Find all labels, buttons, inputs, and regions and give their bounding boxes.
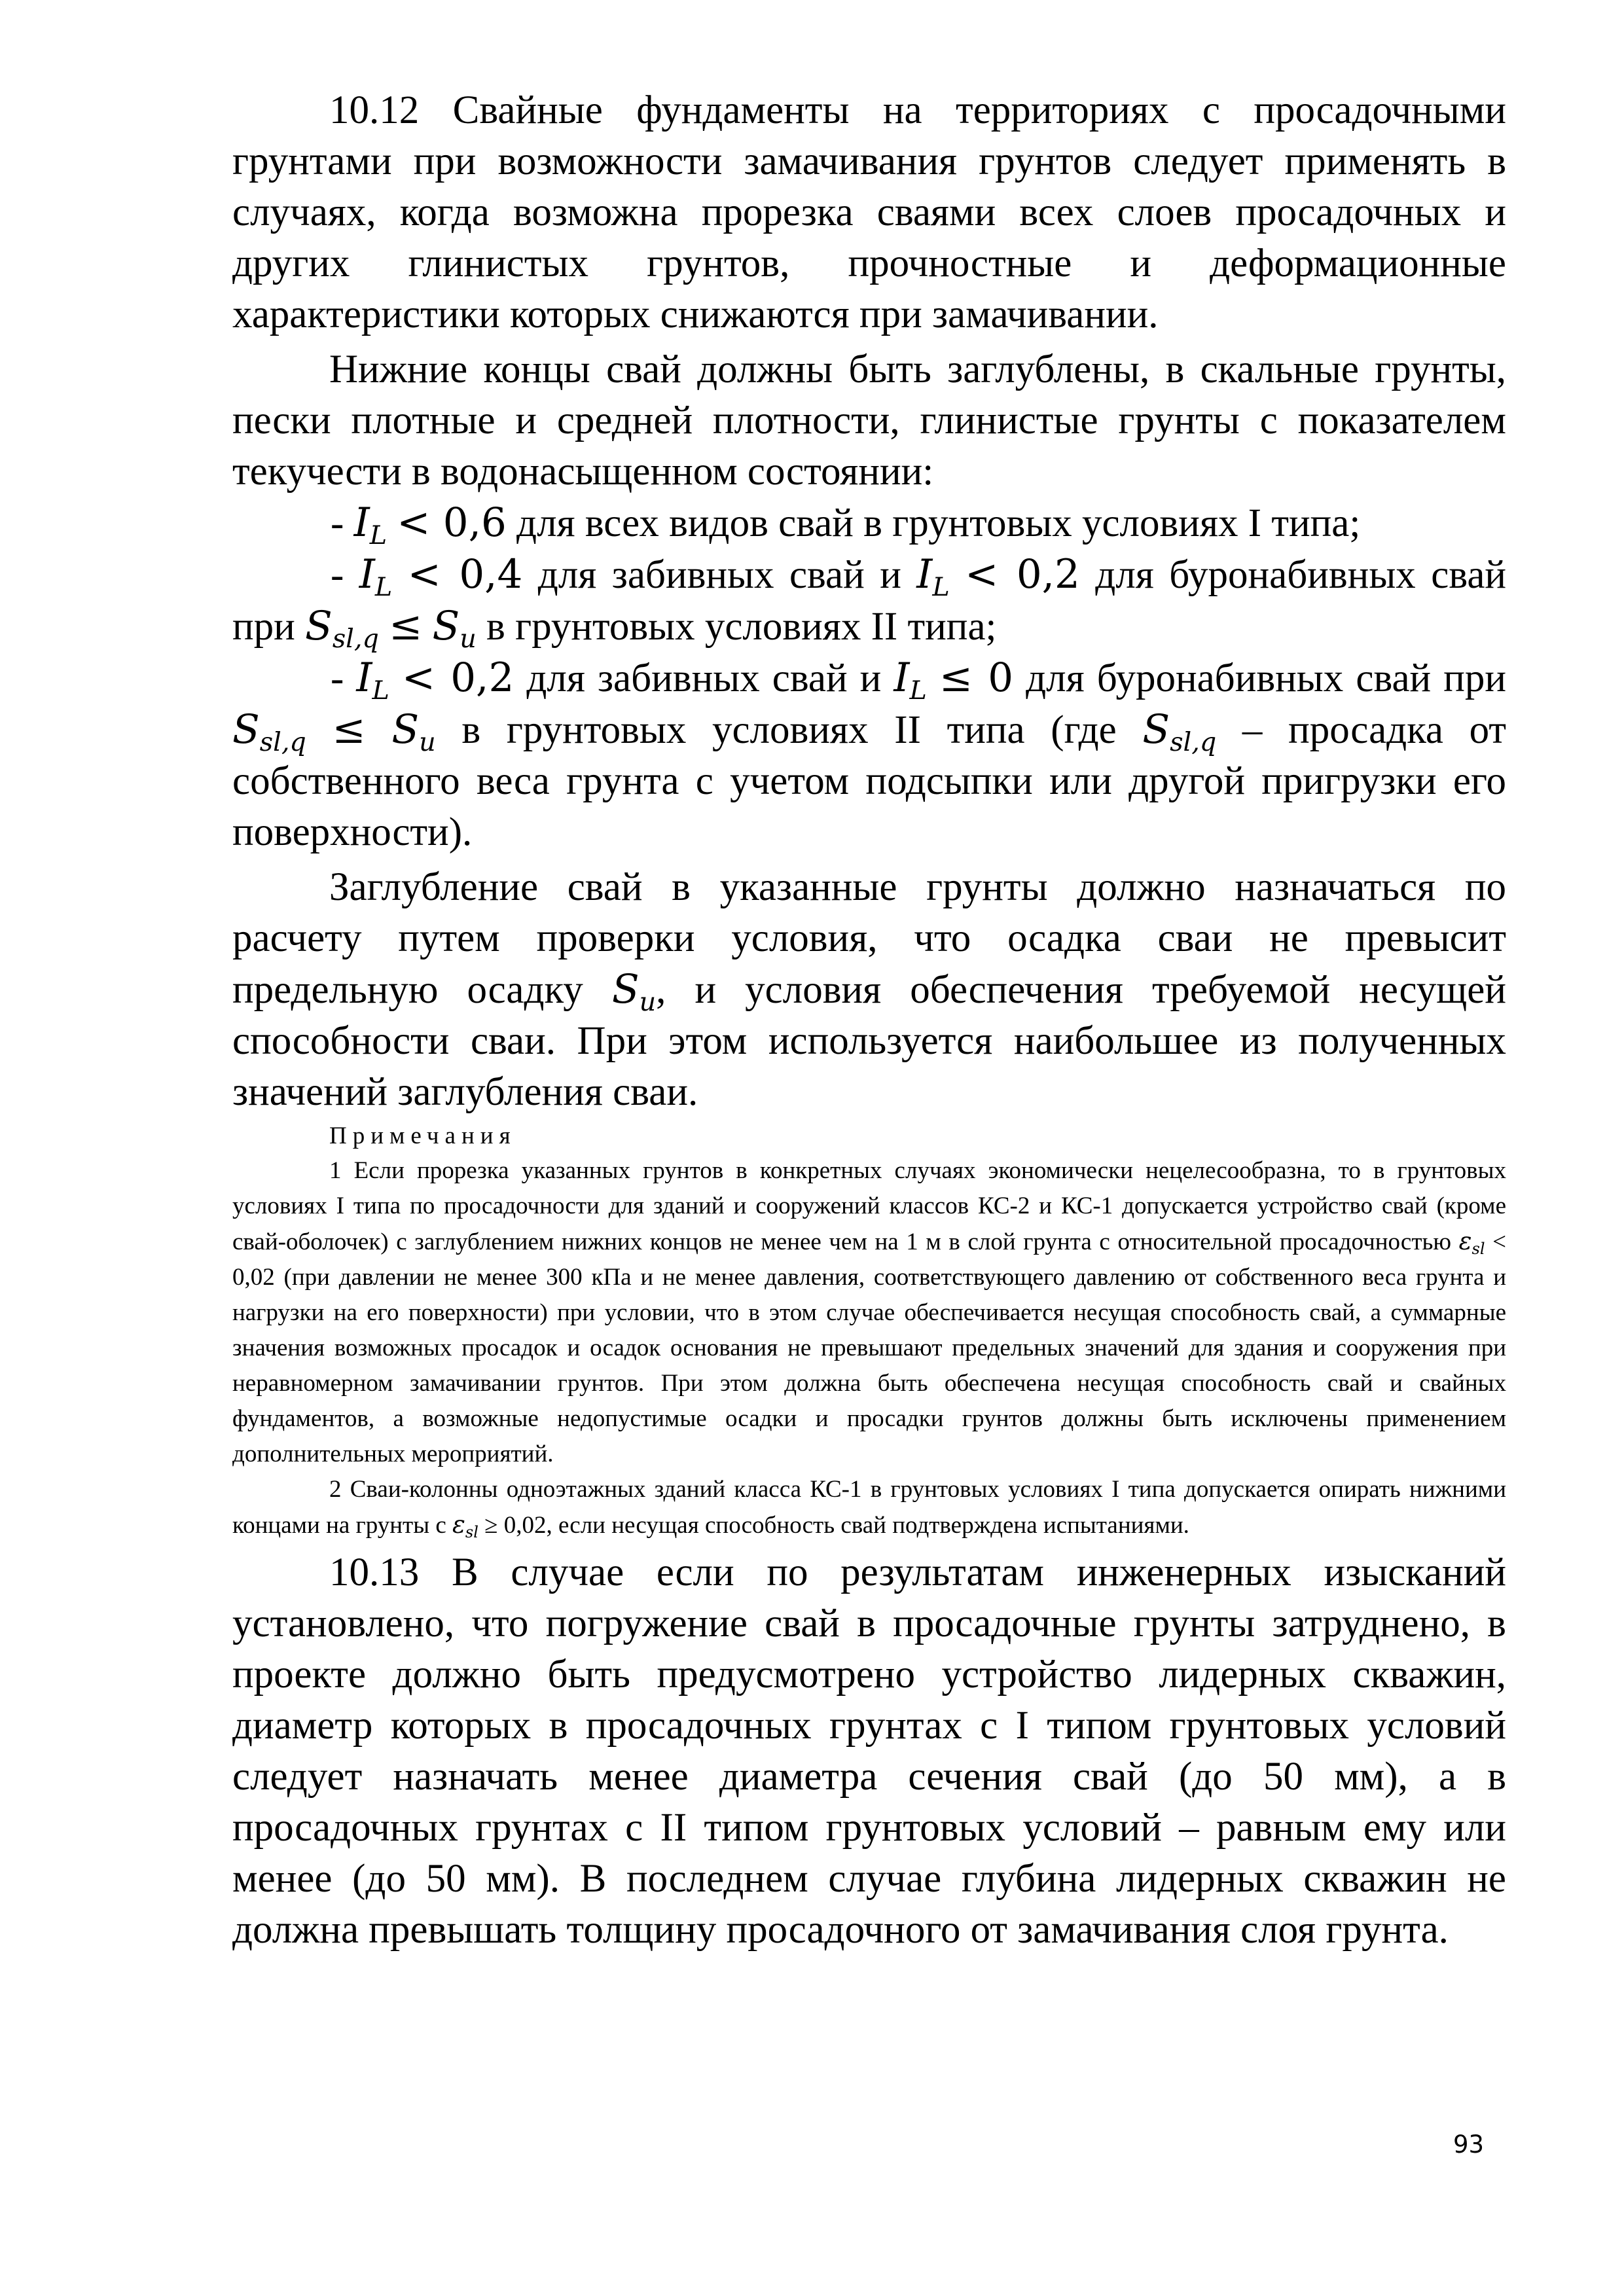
note-1: 1 Если прорезка указанных грунтов в конкретных случаях экономически нецелесообразна, то в грунтовых условиях I типа по просадочности для зданий и сооружений классов КС-2 и КС-1 допускается устройство свай (кроме свай-оболочек) с заглублением нижних концов не менее чем на 1 м в слой грунта с относительной просадочностью $\varepsilon_{sl} < 0,02$ (при давлении не менее 300 кПа и не менее давления, соответствующего давлению от собственного веса грунта и нагрузки на его поверхности) при условии, что в этом случае обеспечивается несущая способность свай, а суммарные значения возможных просадок и осадок основания не превышают предельных значений для здания и сооружения при неравномерном замачивании грунтов. При этом должна быть обеспечена несущая способность свай и свайных фундаментов, а возможные недопустимые осадки и просадки грунтов должны быть исключены применением дополнительных мероприятий. — [232, 1157, 1507, 1467]
condition-item-3: - $I_L < 0,2$ для забивных свай и $I_L \le 0$ для буронабивных свай при $S_{sl,q} \le S_u$ в грунтовых условиях II типа (где $S_{sl,q}$ – просадка от собственного веса грунта с учетом подсыпки или другой пригрузки его поверхности). — [232, 655, 1507, 854]
symbol-su: $S_u$ — [611, 966, 657, 1017]
symbol-il: $I_L$ — [353, 499, 388, 550]
document-page — [232, 85, 1506, 1956]
symbol-il: $I_L$ — [359, 551, 393, 602]
symbol-il: $I_L$ — [356, 655, 389, 706]
symbol-su: $S_u$ — [391, 706, 436, 757]
symbol-il: $I_L$ — [916, 551, 950, 602]
condition-item-1: - $I_L < 0,6$ для всех видов свай в грунтовых условиях I типа; — [331, 499, 1361, 550]
paragraph-10-12-intro: 10.12 Свайные фундаменты на территориях с просадочными грунтами при возможности замачивания грунтов следует применять в случаях, когда возможна прорезка сваями всех слоев просадочных и других глинистых грунтов, прочностные и деформационные характеристики которых снижаются при замачивании. — [232, 88, 1506, 336]
paragraph-depth: Заглубление свай в указанные грунты должно назначаться по расчету путем проверки условия, что осадка сваи не превысит предельную осадку $S_u$, и условия обеспечения требуемой несущей способности сваи. При этом используется наибольшее из полученных значений заглубления сваи. — [232, 865, 1506, 1114]
page-number: 93 — [1453, 2130, 1485, 2159]
symbol-ssl: $S_{sl,q}$ — [1142, 706, 1217, 757]
symbol-ssl: $S_{sl,q}$ — [305, 603, 379, 654]
paragraph-pile-ends: Нижние концы свай должны быть заглублены, в скальные грунты, пески плотные и средней плотности, глинистые грунты с показателем текучести в водонасыщенном состоянии: — [232, 348, 1506, 493]
condition-item-2: - $I_L < 0,4$ для забивных свай и $I_L < 0,2$ для буронабивных свай при $S_{sl,q} \le S_u$ в грунтовых условиях II типа; — [232, 551, 1507, 654]
note-2: 2 Сваи-колонны одноэтажных зданий класса КС-1 в грунтовых условиях I типа допускается опирать нижними концами на грунты с $\varepsilon_{sl} \ge 0,02$, если несущая способность свай подтверждена испытаниями. — [232, 1476, 1506, 1542]
symbol-il: $I_L$ — [893, 655, 927, 706]
symbol-su: $S_u$ — [432, 603, 477, 654]
notes-title: Примечания — [329, 1122, 516, 1149]
paragraph-10-13: 10.13 В случае если по результатам инженерных изысканий установлено, что погружение свай в просадочные грунты затруднено, в проекте должно быть предусмотрено устройство лидерных скважин, диаметр которых в просадочных грунтах с I типом грунтовых условий следует назначать менее диаметра сечения свай (до 50 мм), а в просадочных грунтах с II типом грунтовых условий – равным ему или менее (до 50 мм). В последнем случае глубина лидерных скважин не должна превышать толщину просадочного от замачивания слоя грунта. — [232, 1551, 1506, 1952]
symbol-eps: $\varepsilon_{sl}$ — [452, 1511, 478, 1542]
symbol-eps: $\varepsilon_{sl}$ — [1458, 1227, 1485, 1259]
symbol-ssl: $S_{sl,q}$ — [232, 706, 306, 757]
